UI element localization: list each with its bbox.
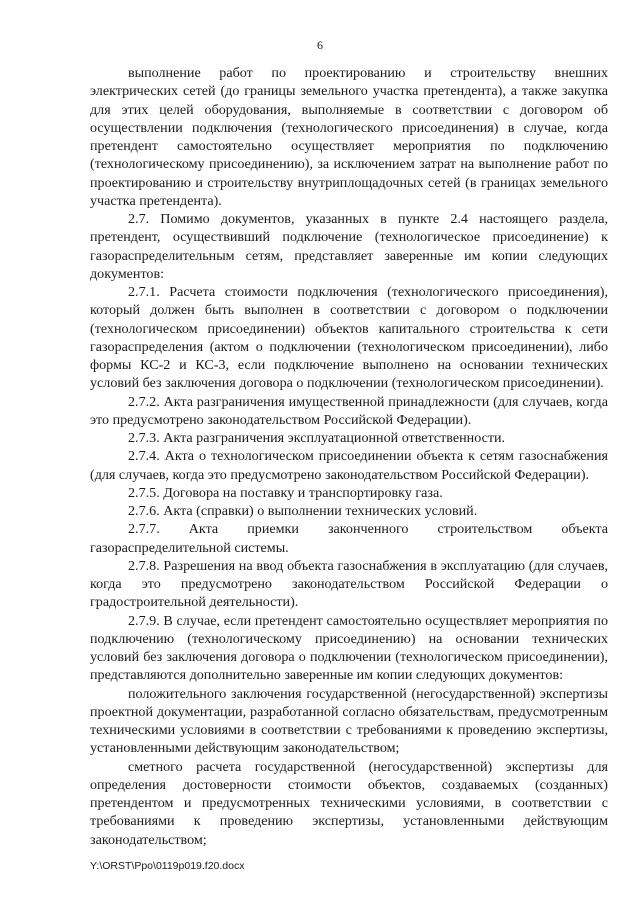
list-item-expertise-conclusion: положительного заключения государственной (негосударственной) экспертизы проектной документации, разработанной согласно обязательствам, предусмотренным техническими условиями в соответствии с требованиями к проведению экспертизы, установленными действующим законодательством; (90, 685, 608, 757)
file-path-footer: Y:\ORST\Ppo\0119p019.f20.docx (90, 860, 245, 872)
paragraph-2-7-1: 2.7.1. Расчета стоимости подключения (технологического присоединения), который должен быть выполнен в соответствии с договором о подключении (технологическом присоединении) объектов капитального строительства к сети газораспределения (актом о подключении (технологическом присоединении), либо формы КС-2 и КС-3, если подключение выполнено на основании технических условий без заключения договора о подключении (технологическом присоединении). (90, 284, 608, 392)
paragraph-2-7: 2.7. Помимо документов, указанных в пункте 2.4 настоящего раздела, претендент, осуществивший подключение (технологическое присоединение) к газораспределительным сетям, представляет заверенные им копии следующих документов: (90, 211, 608, 282)
paragraph-2-7-2: 2.7.2. Акта разграничения имущественной принадлежности (для случаев, когда это предусмотрено законодательством Российской Федерации). (90, 393, 608, 428)
document-body (90, 64, 608, 849)
paragraph-2-7-9: 2.7.9. В случае, если претендент самостоятельно осуществляет мероприятия по подключению (технологическому присоединению) на основании технических условий без заключения договора о подключении (технологическом присоединении), представляются дополнительно заверенные им копии следующих документов: (90, 612, 608, 684)
paragraph-continuation: выполнение работ по проектированию и строительству внешних электрических сетей (до границы земельного участка претендента), а также закупка для этих целей оборудования, выполняемые в соответствии с договором об осуществлении подключения (технологического присоединения) в случае, когда претендент самостоятельно осуществляет мероприятия по подключению (технологическому присоединению), за исключением затрат на выполнение работ по проектированию и строительству внутриплощадочных сетей (в границах земельного участка претендента). (90, 65, 608, 209)
list-item-estimate-calculation: сметного расчета государственной (негосударственной) экспертизы для определения достоверности стоимости объектов, создаваемых (созданных) претендентом и предусмотренных техническими условиями, в соответствии с требованиями к проведению экспертизы, установленными действующим законодательством; (90, 758, 608, 848)
paragraph-2-7-4: 2.7.4. Акта о технологическом присоединении объекта к сетям газоснабжения (для случаев, когда это предусмотрено законодательством Российской Федерации). (90, 448, 608, 483)
paragraph-2-7-8: 2.7.8. Разрешения на ввод объекта газоснабжения в эксплуатацию (для случаев, когда это предусмотрено законодательством Российской Федерации о градостроительной деятельности). (90, 557, 608, 611)
paragraph-2-7-5: 2.7.5. Договора на поставку и транспортировку газа. (128, 484, 443, 501)
paragraph-2-7-6: 2.7.6. Акта (справки) о выполнении технических условий. (128, 503, 478, 519)
paragraph-2-7-3: 2.7.3. Акта разграничения эксплуатационной ответственности. (128, 430, 506, 446)
page-number: 6 (317, 38, 323, 52)
paragraph-2-7-7: 2.7.7. Акта приемки законченного строительством объекта газораспределительной системы. (90, 521, 608, 556)
